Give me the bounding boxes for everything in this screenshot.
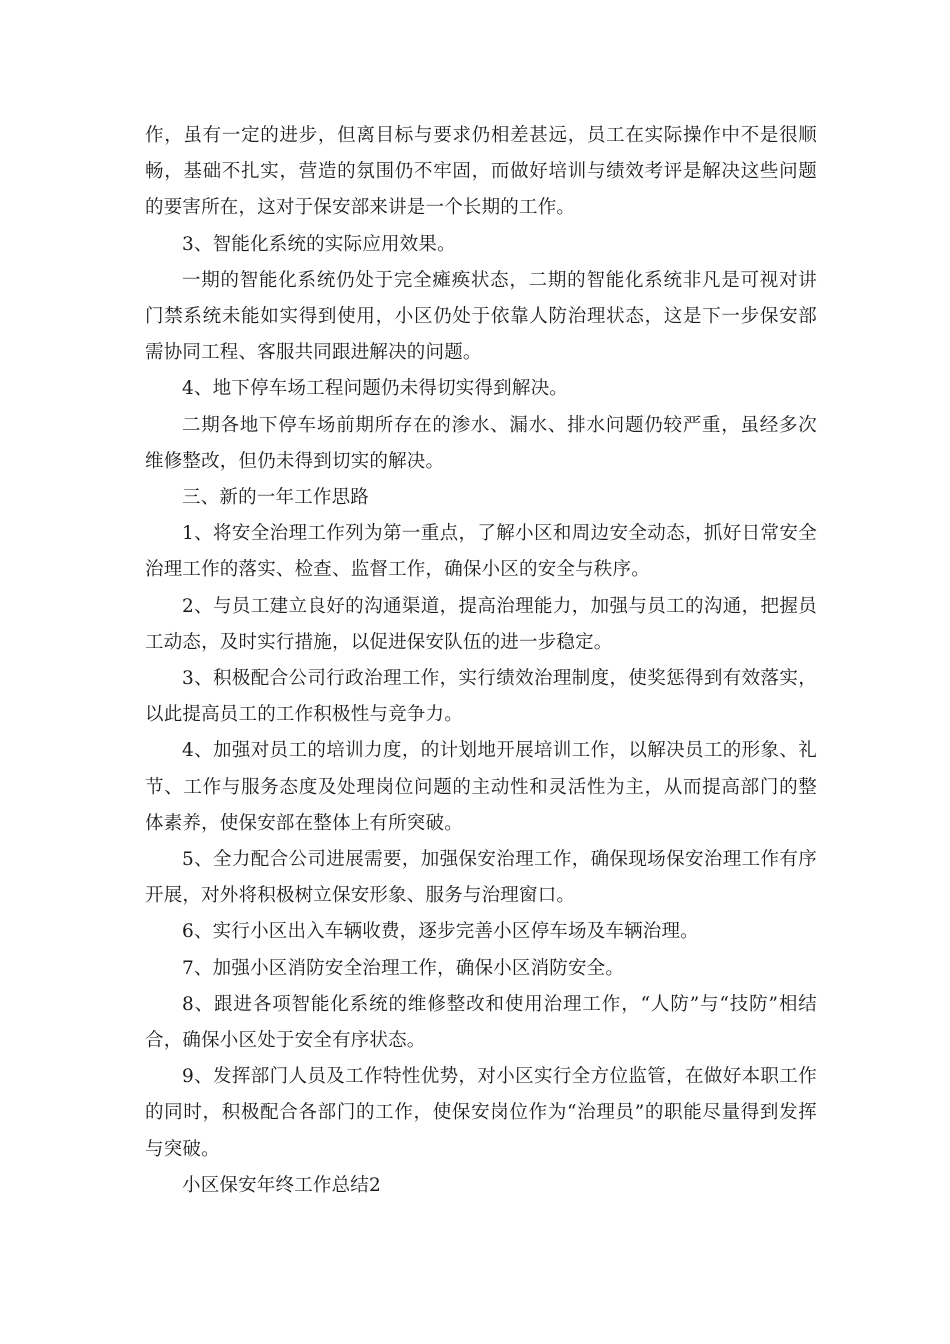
paragraph-heading-item-3: 3、智能化系统的实际应用效果。 (182, 233, 456, 255)
paragraph-continued: 作，虽有一定的进步，但离目标与要求仍相差甚远，员工在实际操作中不是很顺畅，基础不扎实，营造的氛围仍不牢固，而做好培训与绩效考评是解决这些问题的要害所在，这对于保安部来讲是一个长期的工作。 (145, 125, 817, 219)
list-item: 4、加强对员工的培训力度，的计划地开展培训工作，以解决员工的形象、礼节、工作与服务态度及处理岗位问题的主动性和灵活性为主，从而提高部门的整体素养，使保安部在整体上有所突破。 (145, 740, 817, 834)
list-item: 8、跟进各项智能化系统的维修整改和使用治理工作，“人防”与“技防”相结合，确保小区处于安全有序状态。 (145, 993, 817, 1052)
document-title: 小区保安年终工作总结2 (182, 1174, 381, 1196)
document-body (145, 118, 817, 1204)
paragraph: 一期的智能化系统仍处于完全瘫痪状态，二期的智能化系统非凡是可视对讲门禁系统未能如实得到使用，小区仍处于依靠人防治理状态，这是下一步保安部需协同工程、客服共同跟进解决的问题。 (145, 269, 817, 364)
list-item: 7、加强小区消防安全治理工作，确保小区消防安全。 (182, 957, 625, 979)
list-item: 9、发挥部门人员及工作特性优势，对小区实行全方位监管，在做好本职工作的同时，积极配合各部门的工作，使保安岗位作为“治理员”的职能尽量得到发挥与突破。 (145, 1066, 817, 1160)
list-item: 2、与员工建立良好的沟通渠道，提高治理能力，加强与员工的沟通，把握员工动态，及时实行措施，以促进保安队伍的进一步稳定。 (145, 595, 817, 653)
list-item: 6、实行小区出入车辆收费，逐步完善小区停车场及车辆治理。 (182, 921, 699, 943)
list-item: 5、全力配合公司进展需要，加强保安治理工作，确保现场保安治理工作有序开展，对外将积极树立保安形象、服务与治理窗口。 (145, 849, 817, 907)
section-heading: 三、新的一年工作思路 (182, 487, 370, 509)
list-item: 3、积极配合公司行政治理工作，实行绩效治理制度，使奖惩得到有效落实，以此提高员工的工作积极性与竞争力。 (145, 668, 817, 726)
paragraph: 二期各地下停车场前期所存在的渗水、漏水、排水问题仍较严重，虽经多次维修整改，但仍未得到切实的解决。 (145, 414, 817, 472)
paragraph-heading-item-4: 4、地下停车场工程问题仍未得切实得到解决。 (182, 378, 568, 400)
list-item: 1、将安全治理工作列为第一重点，了解小区和周边安全动态，抓好日常安全治理工作的落实、检查、监督工作，确保小区的安全与秩序。 (145, 523, 817, 581)
